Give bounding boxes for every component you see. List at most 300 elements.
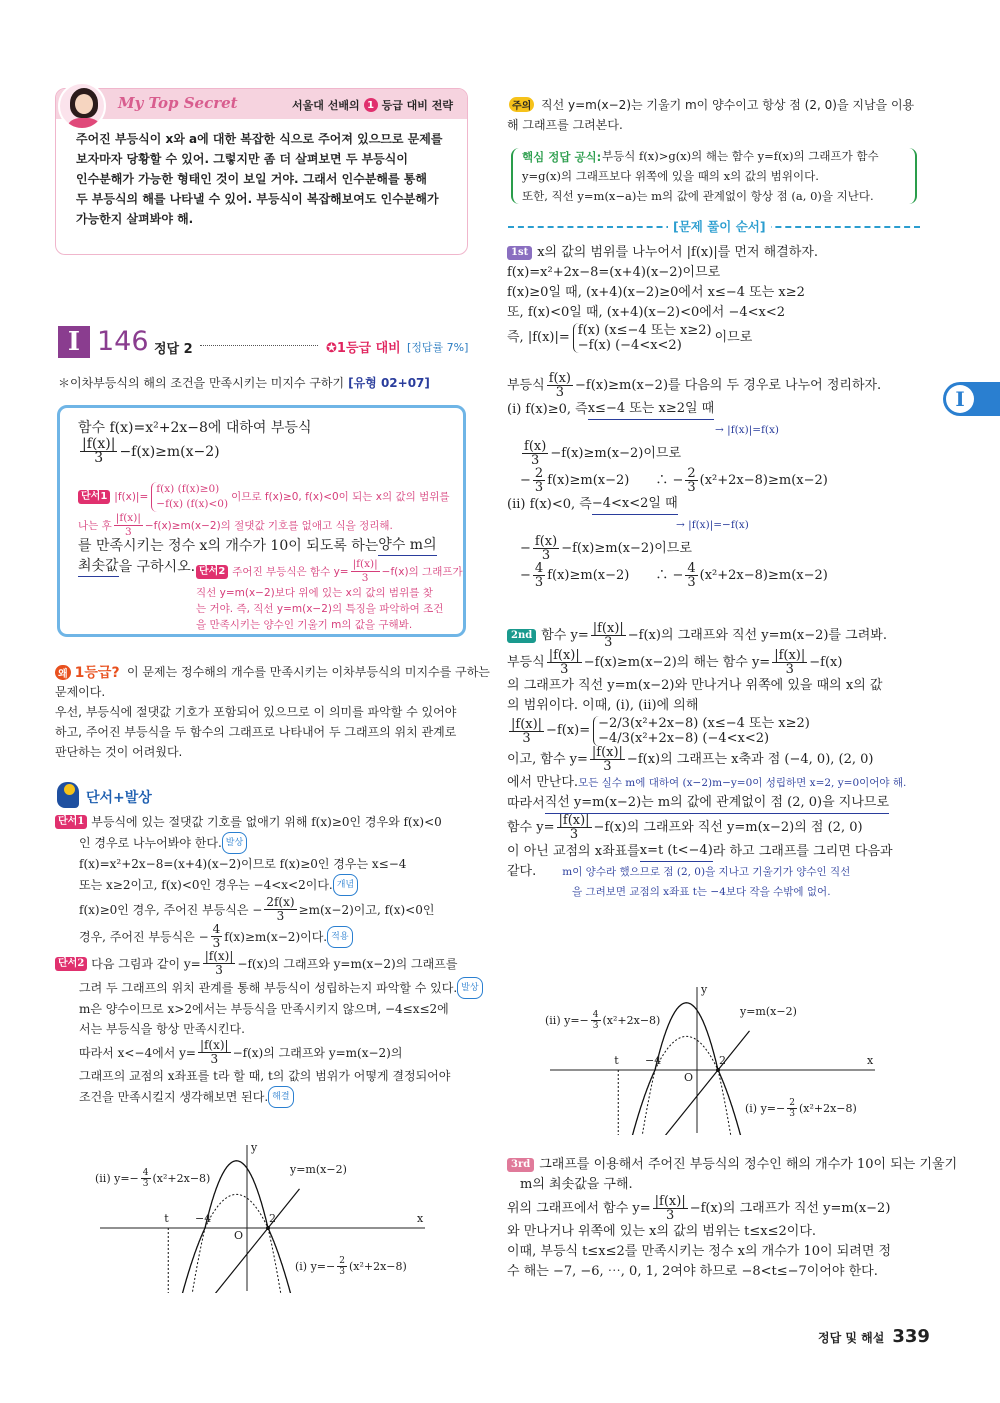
fraction-numerator: 4 xyxy=(212,922,221,936)
curve-i-label xyxy=(295,1256,407,1277)
fraction-denominator: 3 xyxy=(361,572,369,584)
eq-prefix: (i) y=− xyxy=(295,1260,336,1273)
clue-badge: 단서2 xyxy=(196,565,228,579)
text-segment: 서는 부등식을 항상 만족시킨다. xyxy=(55,1022,245,1036)
t-label: t xyxy=(614,1054,619,1067)
text-segment: 또는 x≥2이고, f(x)<0인 경우는 −4<x<2이다. xyxy=(55,878,333,892)
fraction-denominator: 3 xyxy=(789,1109,795,1119)
text-line xyxy=(507,115,914,135)
text-line xyxy=(507,562,881,589)
text-line xyxy=(196,585,463,601)
line-label: y=m(x−2) xyxy=(740,1005,797,1018)
fraction-denominator: 3 xyxy=(94,450,104,466)
fraction-numerator: |f(x)| xyxy=(204,949,234,963)
fraction-numerator: |f(x)| xyxy=(548,648,580,663)
underlined-text: 양수 m의 xyxy=(378,535,436,556)
text-segment: 또, f(x)<0일 때, (x+4)(x−2)<0에서 −4<x<2 xyxy=(507,305,786,320)
two-label: 2 xyxy=(269,1212,276,1225)
answer-label: 정답 2 xyxy=(154,342,193,357)
fraction xyxy=(590,746,625,773)
text-segment: 을 만족시키는 양수인 기울기 m의 값을 구해봐. xyxy=(196,619,413,631)
clue-badge: 단서2 xyxy=(55,957,87,971)
text-line xyxy=(78,438,311,465)
fraction-denominator: 3 xyxy=(603,759,612,774)
text-segment xyxy=(507,515,676,535)
fraction-denominator: 3 xyxy=(785,662,794,677)
text-segment: ≥m(x−2)이고, f(x)<0인 xyxy=(298,902,435,917)
text-line xyxy=(507,676,906,696)
eq-suffix: (x²+2x−8) xyxy=(348,1260,407,1273)
text-segment: 이 아닌 교점의 x좌표를 xyxy=(507,843,640,859)
text-segment: −f(x)의 그래프가 xyxy=(381,565,463,578)
text-segment: y=g(x)의 그래프보다 위쪽에 있을 때의 x의 값의 범위이다. xyxy=(522,169,819,183)
text-segment: 즉, |f(x)|= xyxy=(507,330,570,345)
text-segment: − xyxy=(507,540,531,556)
text-segment: 그래프의 교점의 x좌표를 t라 할 때, t의 값의 범위가 어떻게 결정되어야 xyxy=(55,1069,451,1083)
text-segment: 보자마자 당황할 수 있어. 그렇지만 좀 더 살펴보면 두 부등식이 xyxy=(76,152,408,166)
text-line xyxy=(507,1242,957,1262)
text-segment: 문제이다. xyxy=(55,685,106,699)
piecewise-cases xyxy=(573,323,712,353)
fraction xyxy=(557,814,592,841)
side-tab[interactable] xyxy=(943,382,1000,416)
text-segment: m은 양수이므로 x>2에서는 부등식을 만족시키지 않으며, −4≤x≤2에 xyxy=(55,1002,449,1016)
text-segment: 이고, 함수 y= xyxy=(507,751,588,767)
problem-statement xyxy=(78,418,311,465)
underlined-text: 직선 y=m(x−2)는 m의 값에 관계없이 점 (2, 0)을 지나므로 xyxy=(545,793,889,814)
line-y-m-x-2 xyxy=(597,1031,749,1135)
text-segment: 직선 y=m(x−2)보다 위에 있는 x의 값의 범위를 찾 xyxy=(196,587,433,599)
origin-label: O xyxy=(234,1229,244,1242)
point-2-0 xyxy=(266,1226,270,1230)
why-text xyxy=(55,662,490,762)
case-row: f(x) (f(x)≥0) xyxy=(156,483,220,495)
text-segment: 다음 그림과 같이 y= xyxy=(91,956,201,971)
fraction-denominator: 3 xyxy=(604,635,613,650)
text-line xyxy=(507,467,881,494)
case-row: −2/3(x²+2x−8) (x≤−4 또는 x≥2) xyxy=(598,716,810,731)
fraction-denominator: 3 xyxy=(522,730,531,746)
text-segment: 주어진 부등식은 함수 y= xyxy=(232,565,349,578)
text-line xyxy=(507,1175,957,1195)
fraction xyxy=(787,1098,797,1119)
annotation-note: 모든 실수 m에 대하여 (x−2)m−y=0이 성립하면 x=2, y=0이어야 해. xyxy=(578,777,907,789)
tag-suffix: 등급 대비 전략 xyxy=(381,99,453,112)
fraction-denominator: 3 xyxy=(560,662,569,677)
text-segment: (x²+2x−8)≥m(x−2) xyxy=(699,567,828,583)
correct-rate: [정답률 7%] xyxy=(407,341,469,354)
fraction xyxy=(533,562,545,589)
text-segment: (i) f(x)≥0, 즉 xyxy=(507,401,588,417)
underlined-text: x≤−4 또는 x≥2일 때 xyxy=(588,399,715,420)
x-axis-label: x xyxy=(417,1212,424,1225)
footer-label: 정답 및 해설 xyxy=(818,1331,885,1345)
clues-title: 단서+발상 xyxy=(86,790,152,806)
curve-i-left xyxy=(147,1228,205,1293)
text-line xyxy=(507,535,881,562)
fraction-denominator: 3 xyxy=(531,453,540,468)
text-segment: 이때, 부등식 t≤x≤2를 만족시키는 정수 x의 개수가 10이 되려면 정 xyxy=(507,1244,892,1259)
fraction-denominator: 3 xyxy=(339,1267,345,1277)
fraction xyxy=(533,467,545,494)
clues-text xyxy=(55,812,483,1108)
fraction-denominator: 3 xyxy=(534,575,544,590)
curve-i-left xyxy=(597,1070,655,1135)
tag-badge: 해결 xyxy=(268,1086,293,1108)
text-line xyxy=(507,399,881,420)
clue2-note xyxy=(196,558,463,633)
text-segment: f(x)=x²+2x−8=(x+4)(x−2)이므로 xyxy=(507,265,721,280)
text-segment: 가능한지 살펴봐야 해. xyxy=(76,212,194,226)
text-segment: −f(x) xyxy=(809,654,843,670)
text-line xyxy=(55,662,490,682)
problem-topic xyxy=(58,374,430,391)
clue-badge: 단서1 xyxy=(78,490,110,504)
text-segment: −f(x)의 그래프와 직선 y=m(x−2)의 점 (2, 0) xyxy=(593,819,863,835)
text-segment: 같다. xyxy=(507,864,563,879)
text-line xyxy=(55,999,483,1019)
eq-suffix: (x²+2x−8) xyxy=(798,1102,857,1115)
text-segment: −f(x)≥m(x−2)의 해는 함수 y= xyxy=(583,654,771,670)
fraction-denominator: 3 xyxy=(666,1208,675,1223)
fraction-denominator: 3 xyxy=(124,526,132,538)
curve-i-dotted xyxy=(655,1036,718,1070)
text-line xyxy=(507,263,818,283)
x-axis-label: x xyxy=(867,1054,874,1067)
text-segment: 직선 y=m(x−2)는 기울기 m이 양수이고 항상 점 (2, 0)을 지남을 이용 xyxy=(541,98,915,112)
text-segment: 는 거야. 즉, 직선 y=m(x−2)의 특징을 파악하여 조건 xyxy=(196,603,444,615)
text-line xyxy=(76,189,447,209)
text-segment: 인 경우로 나누어봐야 한다. xyxy=(55,836,222,850)
text-line xyxy=(507,862,906,882)
fraction-numerator: f(x) xyxy=(534,534,558,549)
curve-i-dotted xyxy=(205,1194,268,1228)
text-line xyxy=(507,746,906,773)
text-segment: −f(x)= xyxy=(546,723,591,738)
page-number: 339 xyxy=(892,1326,930,1347)
text-line xyxy=(76,129,447,149)
text-segment: −f(x)≥m(x−2)이므로 xyxy=(561,540,692,556)
text-segment xyxy=(507,444,520,464)
text-segment: 해 그래프를 그려본다. xyxy=(507,118,623,132)
annotation-note: 을 그려보면 교점의 x좌표 t는 −4보다 작을 수밖에 없어. xyxy=(572,886,831,898)
underlined-text: x=t (t<−4) xyxy=(640,841,713,862)
fraction-numerator: 2 xyxy=(534,466,544,481)
text-segment: x의 값의 범위를 나누어서 |f(x)|를 먼저 해결하자. xyxy=(537,245,819,260)
t-label: t xyxy=(164,1212,169,1225)
fraction-denominator: 3 xyxy=(569,827,579,842)
text-line xyxy=(55,722,490,742)
tag-prefix: 서울대 선배의 xyxy=(291,99,360,112)
text-segment: 부등식 xyxy=(507,377,545,393)
fraction xyxy=(522,440,548,467)
level-label xyxy=(326,337,401,356)
text-segment: 이 문제는 정수해의 개수를 만족시키는 이차부등식의 미지수를 구하는 xyxy=(127,665,490,679)
text-line xyxy=(507,649,906,676)
text-segment: −f(x)의 그래프와 y=m(x−2)의 그래프를 xyxy=(237,956,458,971)
fraction-numerator: |f(x)| xyxy=(592,621,624,636)
text-line xyxy=(76,169,447,189)
text-line xyxy=(55,1019,483,1039)
piecewise-cases xyxy=(593,716,810,746)
text-segment: 부등식 f(x)>g(x)의 해는 함수 y=f(x)의 그래프가 함수 xyxy=(602,149,879,163)
text-segment: 또한, 직선 y=m(x−a)는 m의 값에 관계없이 항상 점 (a, 0)을 지난다. xyxy=(522,189,874,203)
text-segment: 그려 두 그래프의 위치 관계를 통해 부등식이 성립하는지 파악할 수 있다. xyxy=(55,981,458,995)
text-segment: 하고, 주어진 부등식을 두 함수의 그래프로 나타내어 두 그래프의 위치 관계로 xyxy=(55,725,457,739)
fraction-numerator: 2 xyxy=(339,1256,345,1266)
text-segment: 나는 후 xyxy=(78,519,112,532)
y-axis-label: y xyxy=(701,983,708,996)
clue-badge: 단서1 xyxy=(55,815,87,829)
fraction xyxy=(351,558,380,585)
text-line xyxy=(507,1262,957,1282)
text-segment xyxy=(507,420,715,440)
text-line xyxy=(507,372,881,399)
text-segment: − xyxy=(507,567,531,583)
text-segment: −f(x)≥m(x−2)를 다음의 두 경우로 나누어 정리하자. xyxy=(574,377,882,393)
text-segment: 에서 만난다. xyxy=(507,775,579,790)
case-row: −f(x) (−4<x<2) xyxy=(577,338,682,353)
topic-text: ＊이차부등식의 해의 조건을 만족시키는 미지수 구하기 xyxy=(58,376,345,390)
text-segment: 의 범위이다. 이때, (i), (ii)에 의해 xyxy=(507,698,699,713)
fraction-denominator: 3 xyxy=(215,963,223,977)
fraction-numerator: 2f(x) xyxy=(266,895,295,909)
fraction xyxy=(772,649,807,676)
fraction xyxy=(203,950,236,977)
fraction-numerator: |f(x)| xyxy=(558,813,590,828)
text-segment: 주어진 부등식이 x와 a에 대한 복잡한 식으로 주어져 있으므로 문제를 xyxy=(76,132,443,146)
minus-four-label: −4 xyxy=(195,1212,212,1225)
fraction xyxy=(509,718,544,745)
fraction xyxy=(591,622,626,649)
text-segment: 라 하고 그래프를 그리면 다음과 xyxy=(712,843,893,859)
line-y-m-x-2 xyxy=(147,1189,299,1293)
text-segment: 부등식에 있는 절댓값 기호를 없애기 위해 f(x)≥0인 경우와 f(x)<0 xyxy=(91,815,442,829)
text-segment: −f(x)의 그래프가 직선 y=m(x−2) xyxy=(689,1200,891,1216)
fraction-denominator: 3 xyxy=(592,1021,599,1031)
curve-ii-dotted-right xyxy=(718,1070,735,1135)
line-label: y=m(x−2) xyxy=(290,1163,347,1176)
text-line xyxy=(55,1039,483,1066)
text-line xyxy=(507,773,906,793)
text-segment: 이므로 xyxy=(714,330,753,345)
avatar xyxy=(58,82,106,130)
eq-suffix: (x²+2x−8) xyxy=(152,1172,211,1185)
annotation-note: → |f(x)|=−f(x) xyxy=(676,519,749,531)
text-line xyxy=(196,601,463,617)
step-badge: 3rd xyxy=(507,1158,534,1172)
fraction-numerator: f(x) xyxy=(524,439,547,454)
text-segment: − xyxy=(507,472,531,488)
underlined-text: 최솟값 xyxy=(78,556,119,577)
text-segment: (x²+2x−8)≥m(x−2) xyxy=(699,472,828,488)
two-label: 2 xyxy=(719,1054,726,1067)
text-segment: 함수 y= xyxy=(541,627,589,643)
text-line xyxy=(522,186,879,206)
text-line xyxy=(507,1222,957,1242)
chapter-badge: I xyxy=(58,326,90,358)
star-icon: ✪ xyxy=(326,341,337,356)
fraction-denominator: 3 xyxy=(687,575,696,590)
fraction-numerator: f(x) xyxy=(548,371,571,386)
fraction xyxy=(80,438,117,465)
step1 xyxy=(507,243,818,353)
why-title: 1등급? xyxy=(74,665,120,681)
lightbulb-head-icon xyxy=(57,782,79,808)
top-secret-header xyxy=(56,89,467,119)
why-badge: 왜 xyxy=(55,665,71,680)
text-line xyxy=(55,923,483,950)
text-line xyxy=(507,283,818,303)
text-segment: 그래프를 이용해서 주어진 부등식의 정수인 해의 개수가 10이 되는 기울기 xyxy=(539,1157,958,1172)
text-line xyxy=(507,243,818,263)
step-badge: 2nd xyxy=(507,629,536,643)
fraction xyxy=(533,535,559,562)
fraction xyxy=(591,1010,601,1031)
text-segment: 을 구하시오. xyxy=(118,558,196,575)
text-line xyxy=(55,977,483,999)
text-line xyxy=(507,841,906,862)
text-segment: 우선, 부등식에 절댓값 기호가 포함되어 있으므로 이 의미를 파악할 수 있어야 xyxy=(55,705,457,719)
text-line xyxy=(55,702,490,722)
text-line xyxy=(78,418,311,438)
underlined-text: −4<x<2일 때 xyxy=(592,494,678,515)
leader-dots xyxy=(200,345,318,346)
formula-title: 핵심 정답 공식: xyxy=(522,150,602,164)
point-2-0 xyxy=(716,1068,720,1072)
text-line xyxy=(507,303,818,323)
text-segment: 위의 그래프에서 함수 y= xyxy=(507,1200,651,1216)
case-row: −f(x) (f(x)<0) xyxy=(156,498,229,510)
fraction-denominator: 3 xyxy=(142,1179,149,1189)
text-line xyxy=(507,95,914,115)
fraction-denominator: 3 xyxy=(212,936,221,950)
text-segment: −f(x)≥m(x−2) xyxy=(119,443,220,460)
fraction-denominator: 3 xyxy=(210,1052,219,1066)
fraction xyxy=(141,1168,151,1189)
text-segment: f(x)=x²+2x−8=(x+4)(x−2)이므로 f(x)≥0인 경우는 x≤−4 xyxy=(55,857,407,871)
fraction xyxy=(264,896,296,923)
fraction-numerator: 4 xyxy=(687,561,696,576)
text-segment: −f(x)≥m(x−2)의 절댓값 기호를 없애고 식을 정리해. xyxy=(144,519,393,532)
fraction-numerator: |f(x)| xyxy=(82,436,116,452)
step3 xyxy=(507,1155,957,1282)
text-segment: 판단하는 것이 어려웠다. xyxy=(55,745,183,759)
text-line xyxy=(507,494,881,515)
top-secret-box xyxy=(55,88,468,255)
fraction-denominator: 3 xyxy=(534,480,544,495)
text-line xyxy=(55,1086,483,1108)
text-line xyxy=(78,482,450,512)
tag-badge: 개념 xyxy=(333,874,358,896)
eq-prefix: (ii) y=− xyxy=(545,1014,589,1027)
text-line xyxy=(507,420,881,440)
annotation-note: m이 양수라 했으므로 점 (2, 0)을 지나고 기울기가 양수인 직선 xyxy=(562,866,851,878)
fraction xyxy=(685,562,697,589)
top-secret-body xyxy=(56,119,467,239)
text-segment: 두 부등식의 해를 나타낼 수 있어. 부등식이 복잡해보여도 인수분해가 xyxy=(76,192,439,206)
text-line xyxy=(507,323,818,353)
grade-circle: 1 xyxy=(364,98,378,112)
graph-left xyxy=(90,1143,430,1293)
cases xyxy=(507,372,881,589)
text-line xyxy=(55,812,483,832)
fraction-numerator: 2 xyxy=(687,466,696,481)
fraction-numerator: |f(x)| xyxy=(352,558,378,570)
text-line xyxy=(507,440,881,467)
fraction xyxy=(198,1039,231,1066)
text-segment: f(x)≥m(x−2) ∴ − xyxy=(547,567,684,583)
text-segment xyxy=(507,882,572,902)
text-segment: 수 해는 −7, −6, ⋯, 0, 1, 2여야 하므로 −8<t≤−7이어야 한다. xyxy=(507,1264,878,1279)
text-segment: f(x)≥m(x−2)이다. xyxy=(224,929,328,944)
tag-badge: 적용 xyxy=(327,926,352,948)
order-title: [문제 풀이 순서] xyxy=(668,217,771,235)
fraction xyxy=(547,372,573,399)
text-segment: m의 최솟값을 구해. xyxy=(507,1177,633,1192)
fraction-numerator: |f(x)| xyxy=(511,716,543,732)
text-line xyxy=(507,716,906,746)
text-line xyxy=(196,558,463,585)
text-line xyxy=(507,1195,957,1222)
topic-type: [유형 02+07] xyxy=(348,376,430,390)
caution-text xyxy=(507,95,914,135)
annotation-note: → |f(x)|=f(x) xyxy=(715,424,780,436)
top-secret-tag xyxy=(292,97,453,113)
fraction xyxy=(653,1195,688,1222)
text-segment: 와 만나거나 위쪽에 있는 x의 값의 범위는 t≤x≤2이다. xyxy=(507,1224,817,1239)
text-line xyxy=(507,814,906,841)
text-segment: −f(x)의 그래프와 y=m(x−2)의 xyxy=(232,1045,403,1060)
text-line xyxy=(55,874,483,896)
text-line xyxy=(76,149,447,169)
text-line xyxy=(507,882,906,902)
tag-badge: 발상 xyxy=(457,977,482,999)
fraction-denominator: 3 xyxy=(687,480,696,495)
text-segment: 경우, 주어진 부등식은 − xyxy=(55,929,209,944)
fraction-denominator: 3 xyxy=(276,909,285,923)
text-line xyxy=(55,950,483,977)
text-segment: f(x)≥0일 때, (x+4)(x−2)≥0에서 x≤−4 또는 x≥2 xyxy=(507,285,805,300)
fraction-numerator: 4 xyxy=(142,1168,149,1178)
fraction-numerator: |f(x)| xyxy=(774,648,806,663)
text-segment: −f(x)의 그래프와 직선 y=m(x−2)를 그려봐. xyxy=(627,627,887,643)
text-line xyxy=(55,1066,483,1086)
text-segment: −f(x)의 그래프는 x축과 점 (−4, 0), (2, 0) xyxy=(626,751,874,767)
fraction-denominator: 3 xyxy=(541,548,551,563)
y-axis-label: y xyxy=(251,1141,258,1154)
caution-badge: 주의 xyxy=(509,97,534,112)
fraction-numerator: |f(x)| xyxy=(199,1038,229,1052)
fraction-numerator: |f(x)| xyxy=(654,1194,686,1209)
curve-ii-dotted-right xyxy=(268,1228,285,1293)
origin-label: O xyxy=(684,1071,694,1084)
text-line xyxy=(507,793,906,814)
curve-i-label xyxy=(745,1098,857,1119)
text-line xyxy=(507,696,906,716)
fraction xyxy=(547,649,582,676)
top-secret-title: My Top Secret xyxy=(118,94,238,112)
eq-prefix: (ii) y=− xyxy=(95,1172,139,1185)
text-line xyxy=(76,209,447,229)
page-footer xyxy=(818,1326,930,1347)
text-segment: f(x)≥m(x−2) ∴ − xyxy=(547,472,684,488)
text-line xyxy=(522,166,879,186)
step2 xyxy=(507,622,906,902)
curve-i-right xyxy=(718,1070,744,1135)
text-line xyxy=(78,535,437,556)
piecewise-cases xyxy=(151,482,228,512)
